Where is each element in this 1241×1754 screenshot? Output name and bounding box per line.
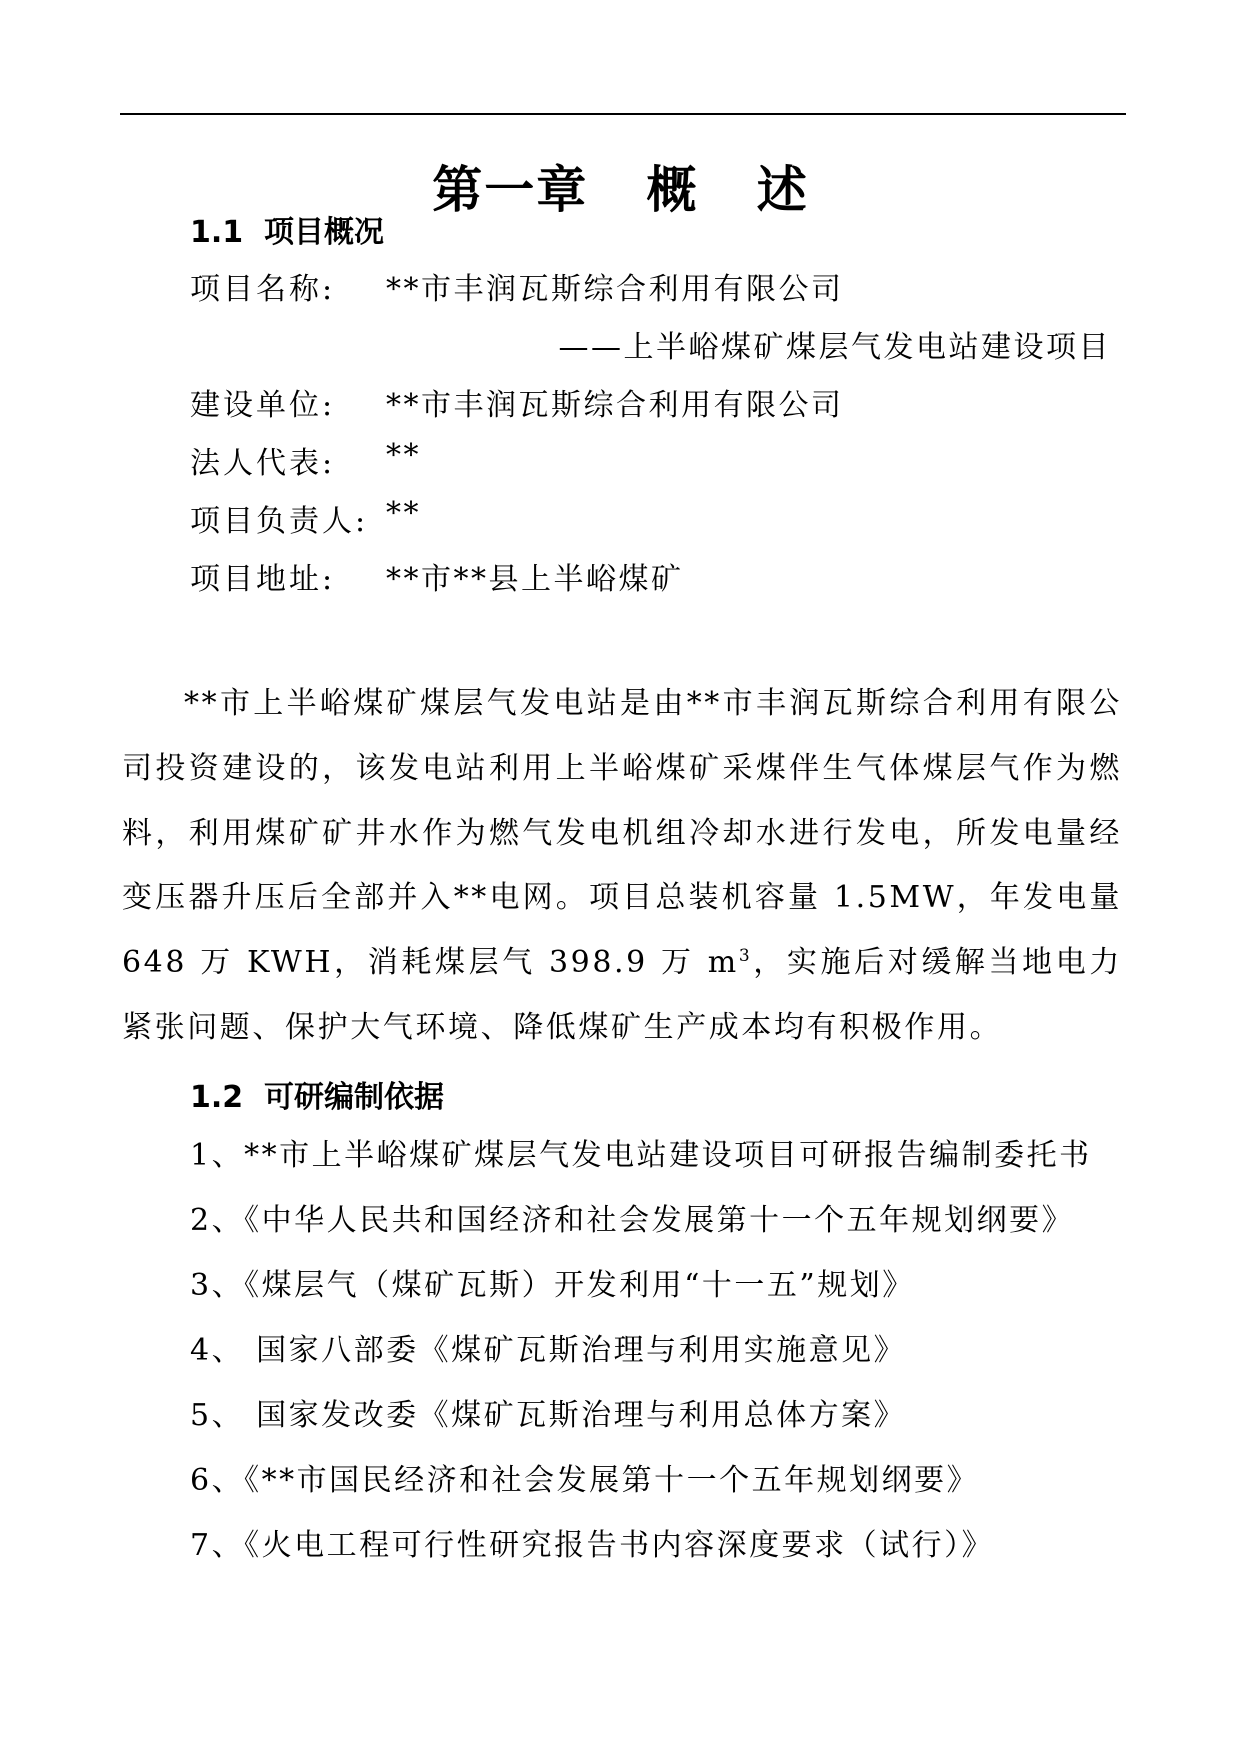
field-value-project-name-cont: ——上半峪煤矿煤层气发电站建设项目: [558, 330, 1111, 365]
superscript-3: 3: [738, 946, 753, 967]
reference-item: 5、 国家发改委《煤矿瓦斯治理与利用总体方案》: [190, 1398, 907, 1433]
field-label-builder: 建设单位:: [190, 388, 336, 423]
reference-item: 2、《中华人民共和国经济和社会发展第十一个五年规划纲要》: [190, 1203, 1075, 1238]
field-label-project-lead: 项目负责人:: [190, 504, 369, 539]
field-label-address: 项目地址:: [190, 562, 336, 597]
overview-text-b: ，实施后对缓解当地电力紧张问题、保护大气环境、降低煤矿生产成本均有积极作用。: [122, 945, 1122, 1045]
header-rule: [120, 113, 1126, 115]
chapter-title: 第一章 概 述: [432, 161, 809, 219]
reference-item: 3、《煤层气（煤矿瓦斯）开发利用“十一五”规划》: [190, 1268, 915, 1303]
field-value-address: **市**县上半峪煤矿: [386, 562, 684, 597]
overview-text-a: **市上半峪煤矿煤层气发电站是由**市丰润瓦斯综合利用有限公司投资建设的，该发电站利用上半峪煤矿采煤伴生气体煤层气作为燃料，利用煤矿矿井水作为燃气发电机组冷却水进行发电，所发电量经变压器升压后全部并入**电网。项目总装机容量 1.5MW，年发电量 648 万 KWH，消耗煤层气 398.9 万 m: [122, 686, 1122, 981]
field-value-project-lead: **: [386, 496, 421, 531]
field-label-legal-rep: 法人代表:: [190, 446, 336, 481]
reference-item: 1、**市上半峪煤矿煤层气发电站建设项目可研报告编制委托书: [190, 1138, 1092, 1173]
reference-item: 6、《**市国民经济和社会发展第十一个五年规划纲要》: [190, 1463, 980, 1498]
field-value-legal-rep: **: [386, 438, 421, 473]
section-heading-1-2: 1.2 可研编制依据: [190, 1080, 445, 1115]
overview-paragraph: [122, 672, 1122, 1061]
field-value-builder: **市丰润瓦斯综合利用有限公司: [386, 388, 844, 423]
reference-item: 4、 国家八部委《煤矿瓦斯治理与利用实施意见》: [190, 1333, 907, 1368]
field-label-project-name: 项目名称:: [190, 272, 336, 307]
section-heading-1-1: 1.1 项目概况: [190, 215, 385, 250]
reference-item: 7、《火电工程可行性研究报告书内容深度要求（试行）》: [190, 1528, 995, 1563]
field-value-project-name: **市丰润瓦斯综合利用有限公司: [386, 272, 844, 307]
